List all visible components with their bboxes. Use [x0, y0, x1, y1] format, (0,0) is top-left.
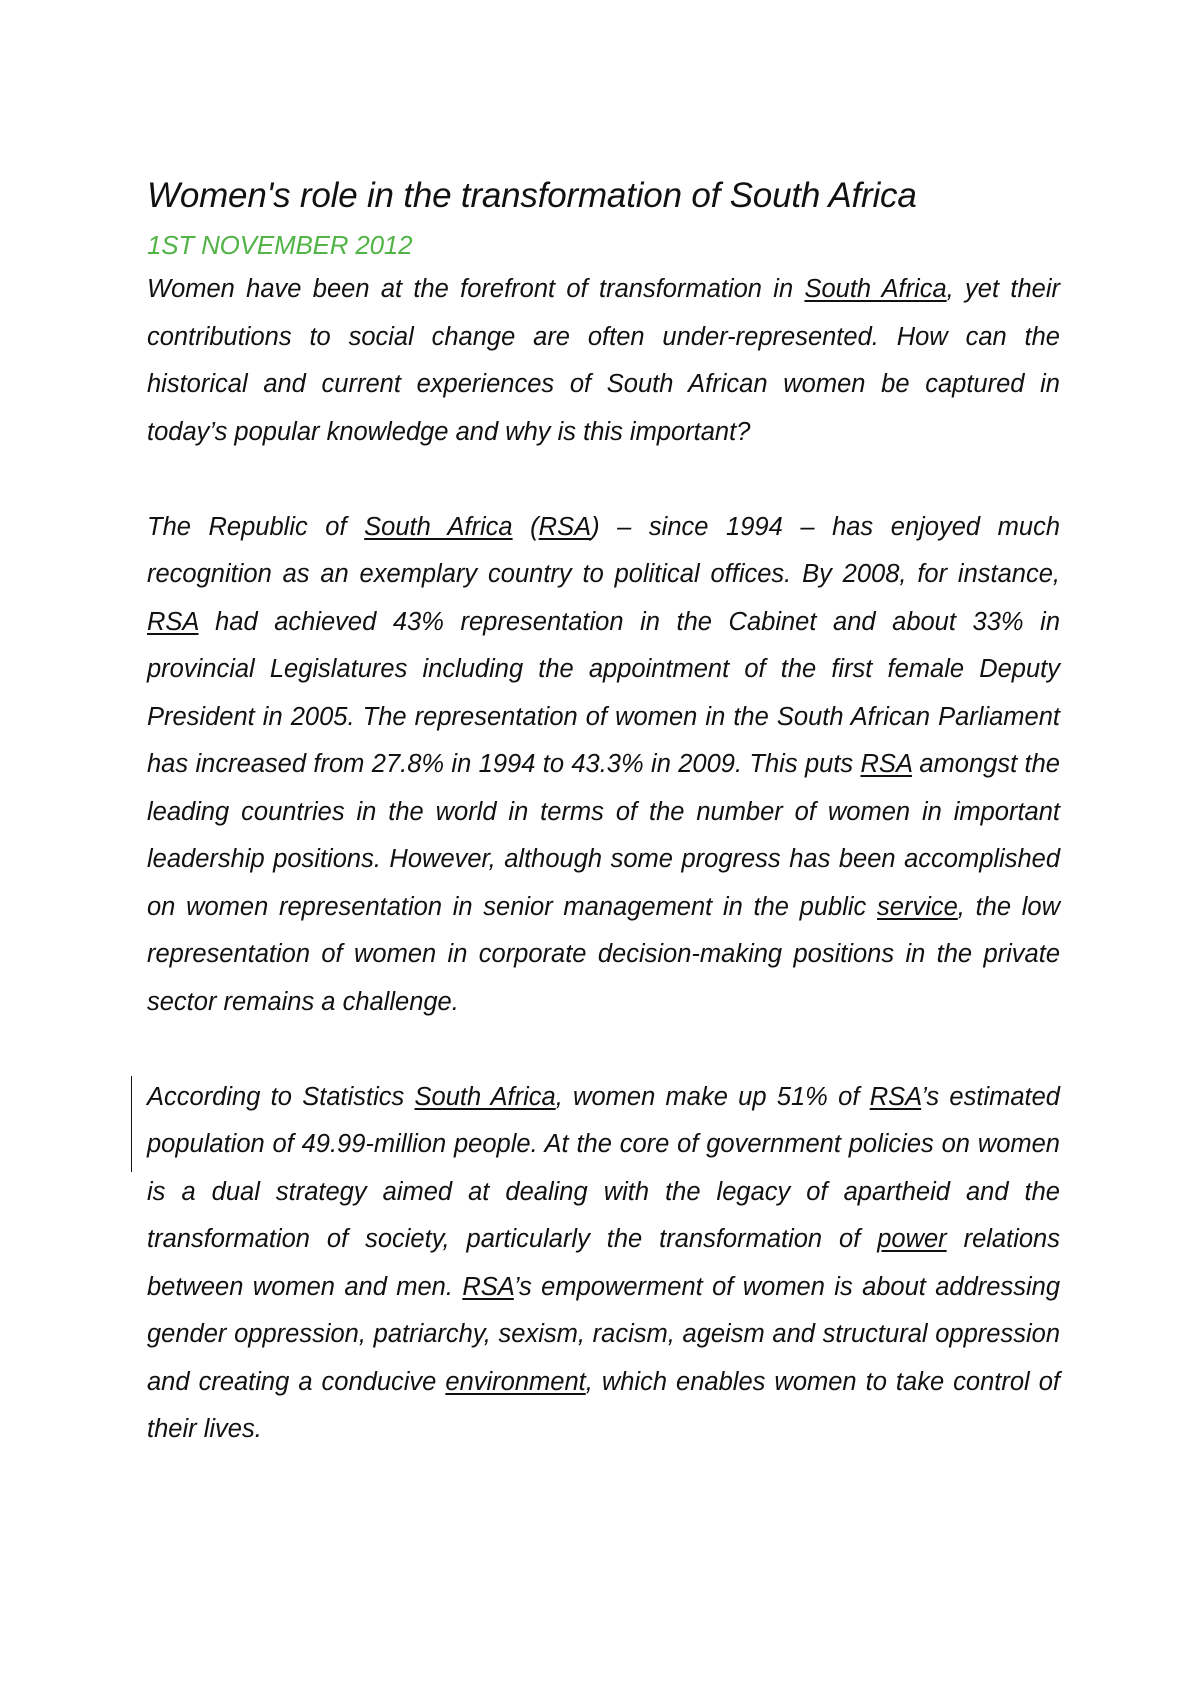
text-run: had achieved 43% representation in the Cabinet and about 33% in provincial Legislatures including the appointment of the first female Deputy President in 2005. The representation of women in the South African Parliament has increased from 27.8% in 1994 to 43.3% in 2009. This puts: [147, 607, 1060, 778]
text-run: amongst the leading countries in the world in terms of the number of women in important leadership positions. However, although some progress has been accomplished on women representation in senior management in the public: [147, 750, 1060, 921]
link-environment[interactable]: environment: [445, 1367, 586, 1396]
text-run: The Republic of: [147, 512, 365, 541]
article-title: Women's role in the transformation of South Africa: [147, 176, 917, 215]
paragraph-intro: [147, 266, 1060, 456]
link-power[interactable]: power: [877, 1225, 947, 1253]
text-run: , the low representation of women in corporate decision-making positions in the private sector remains a challenge.: [147, 892, 1061, 1016]
link-south-africa[interactable]: South Africa: [364, 512, 513, 541]
text-run: , yet their contributions to social change are often under-represented. How can the historical and current experiences of South African women be captured in today’s popular knowledge and why is this important?: [147, 275, 1060, 446]
paragraph-statistics: [147, 1074, 1060, 1454]
text-run: ) – since 1994 – has enjoyed much recognition as an exemplary country to political offices. By 2008, for instance,: [147, 512, 1061, 588]
text-run: relations between women and men.: [147, 1225, 1060, 1301]
text-run: , women make up 51% of: [555, 1082, 870, 1111]
article-date: 1ST NOVEMBER 2012: [147, 230, 413, 260]
text-run: ’s empowerment of women is about addressing gender oppression, patriarchy, sexism, racism, ageism and structural oppression and creating a conducive: [147, 1272, 1060, 1396]
link-service[interactable]: service: [877, 892, 958, 921]
paragraph-representation: [147, 504, 1060, 1027]
text-run: Women have been at the forefront of transformation in: [147, 275, 805, 303]
link-rsa[interactable]: RSA: [538, 512, 592, 541]
text-run: (: [512, 512, 539, 541]
text-cursor: [131, 1076, 132, 1172]
text-run: According to Statistics: [147, 1082, 415, 1111]
document-page: [147, 168, 1060, 1454]
link-rsa[interactable]: RSA: [860, 750, 913, 778]
link-rsa[interactable]: RSA: [147, 607, 199, 636]
text-run: ’s estimated population of 49.99-million people. At the core of government policies on women is a dual strategy aimed at dealing with the legacy of apartheid and the transformation of society, particularly the transformation of: [147, 1082, 1060, 1253]
link-south-africa[interactable]: South Africa: [414, 1082, 556, 1111]
link-rsa[interactable]: RSA: [462, 1272, 514, 1301]
text-run: , which enables women to take control of their lives.: [147, 1367, 1060, 1443]
link-rsa[interactable]: RSA: [869, 1082, 922, 1111]
link-south-africa[interactable]: South Africa: [804, 275, 947, 303]
